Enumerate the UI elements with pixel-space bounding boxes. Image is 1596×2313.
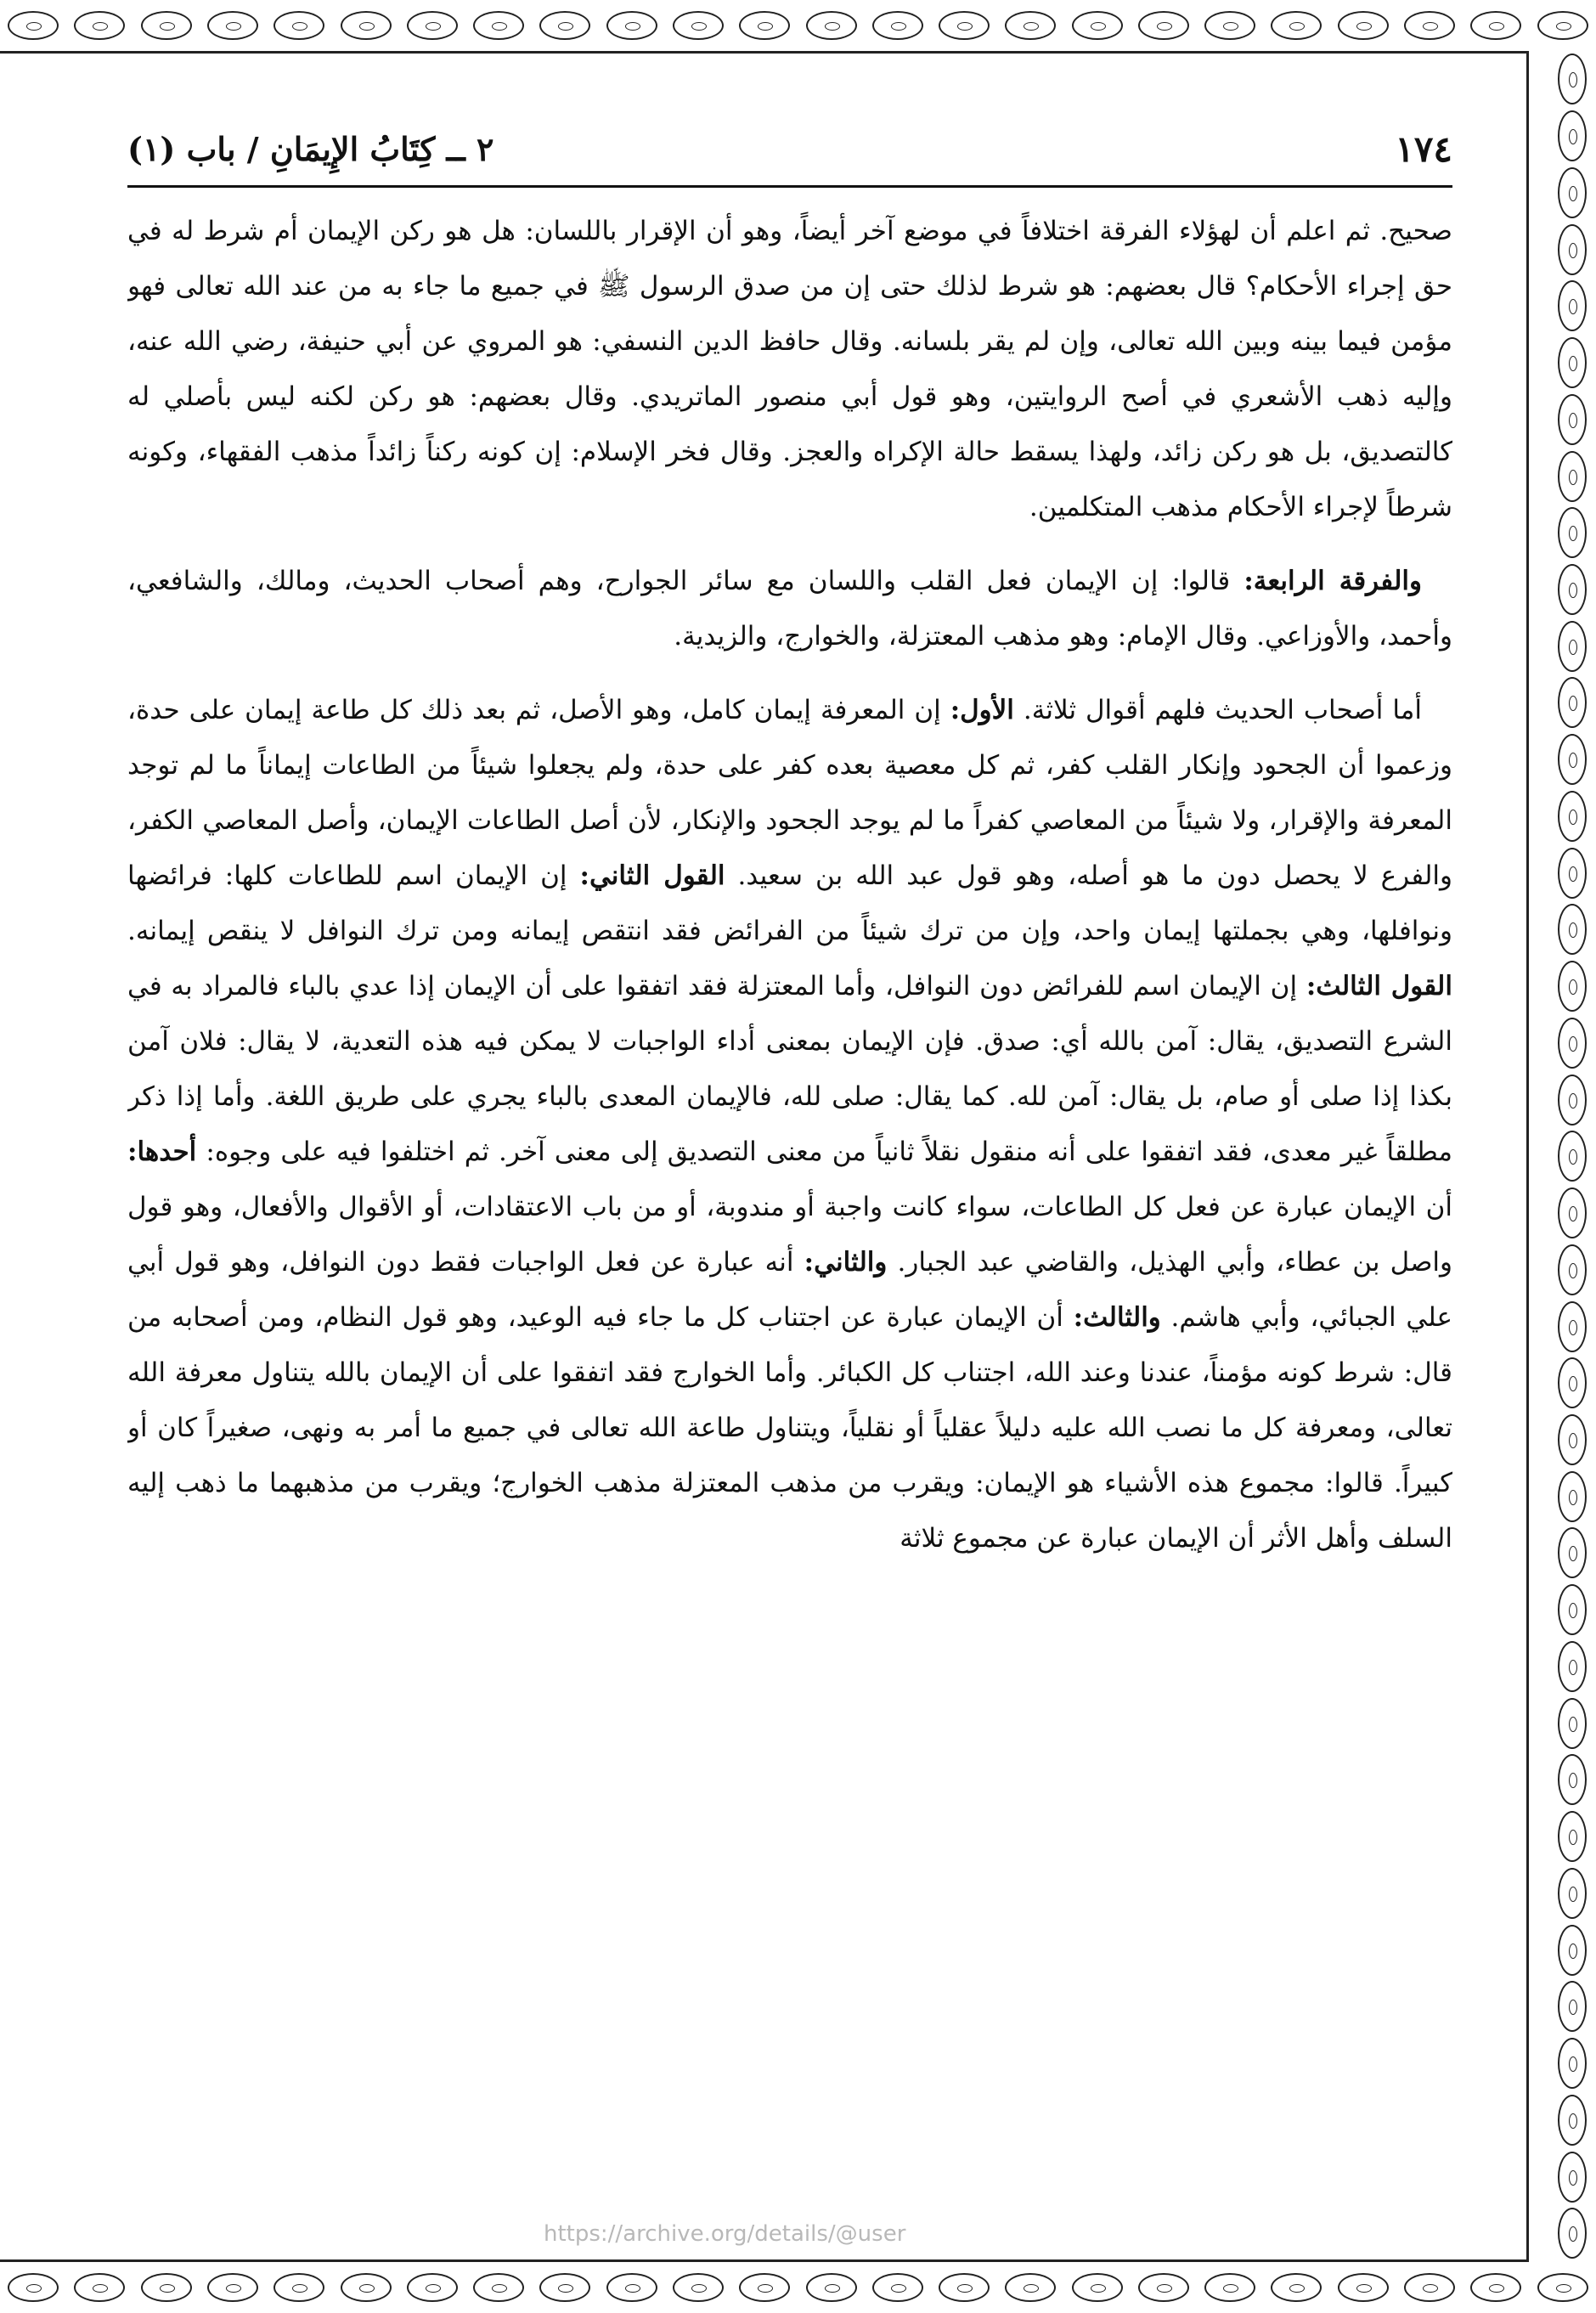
page-number: ١٧٤: [1395, 127, 1452, 170]
third-opinion-label: القول الثالث:: [1306, 971, 1452, 1001]
paragraph-2: والفرقة الرابعة: قالوا: إن الإيمان فعل القلب واللسان مع سائر الجوارح، وهم أصحاب الحديث، ومالك، والشافعي، وأحمد، والأوزاعي. وقال الإمام: وهو مذهب المعتزلة، والخوارج، والزيدية.: [127, 566, 1452, 652]
top-ornamental-border: [0, 0, 1596, 51]
source-watermark: https://archive.org/details/@user: [544, 2221, 906, 2247]
right-ornamental-border: [1548, 51, 1596, 2262]
bottom-ornamental-border: [0, 2262, 1596, 2313]
header-rule: [127, 185, 1452, 188]
page-header: [127, 119, 1452, 178]
running-head: ٢ ــ كِتَابُ الإِيمَانِ / باب (١): [127, 129, 494, 168]
first-opinion-label: الأول:: [950, 695, 1014, 725]
body-text: [127, 204, 1452, 2242]
paragraph-2-lead: والفرقة الرابعة:: [1244, 566, 1422, 596]
paragraph-3: أما أصحاب الحديث فلهم أقوال ثلاثة. الأول: إن المعرفة إيمان كامل، وهو الأصل، ثم بعد ذلك كل طاعة إيمان على حدة، وزعموا أن الجحود وإنكار القلب كفر، ثم كل معصية بعده كفر على حدة، ولم يجعلوا شيئاً من الطاعات إيماناً ما لم توجد المعرفة والإقرار، ولا شيئاً من المعاصي كفراً ما لم يوجد الجحود والإنكار، لأن أصل الطاعات الإيمان، وأصل المعاصي الكفر، والفرع لا يحصل دون ما هو أصله، وهو قول عبد الله بن سعيد. القول الثاني: إن الإيمان اسم للطاعات كلها: فرائضها ونوافلها، وهي بجملتها إيمان واحد، وإن من ترك شيئاً من الفرائض فقد انتقص إيمانه ومن ترك النوافل لا ينقص إيمانه. القول الثالث: إن الإيمان اسم للفرائض دون النوافل، وأما المعتزلة فقد اتفقوا على أن الإيمان إذا عدي بالباء فالمراد به في الشرع التصديق، يقال: آمن بالله أي: صدق. فإن الإيمان بمعنى أداء الواجبات لا يمكن فيه هذه التعدية، لا يقال: فلان آمن بكذا إذا صلى أو صام، بل يقال: آمن لله. كما يقال: صلى لله، فالإيمان المعدى بالباء يجري على طريق اللغة. وأما إذا ذكر مطلقاً غير معدى، فقد اتفقوا على أنه منقول نقلاً ثانياً من معنى التصديق إلى معنى آخر. ثم اختلفوا فيه على وجوه: أحدها: أن الإيمان عبارة عن فعل كل الطاعات، سواء كانت واجبة أو مندوبة، أو من باب الاعتقادات، أو الأقوال والأفعال، وهو قول واصل بن عطاء، وأبي الهذيل، والقاضي عبد الجبار. والثاني: أنه عبارة عن فعل الواجبات فقط دون النوافل، وهو قول أبي علي الجبائي، وأبي هاشم. والثالث: أن الإيمان عبارة عن اجتناب كل ما جاء فيه الوعيد، وهو قول النظام، ومن أصحابه من قال: شرط كونه مؤمناً، عندنا وعند الله، اجتناب كل الكبائر. وأما الخوارج فقد اتفقوا على أن الإيمان بالله يتناول معرفة الله تعالى، ومعرفة كل ما نصب الله عليه دليلاً عقلياً أو نقلياً، ويتناول طاعة الله تعالى في جميع ما أمر به ونهى، صغيراً كان أو كبيراً. قالوا: مجموع هذه الأشياء هو الإيمان: ويقرب من مذهب المعتزلة مذهب الخوارج؛ ويقرب من مذهبهما ما ذهب إليه السلف وأهل الأثر أن الإيمان عبارة عن مجموع ثلاثة: [127, 695, 1452, 1554]
view-one-label: أحدها:: [127, 1137, 197, 1167]
paragraph-1: صحيح. ثم اعلم أن لهؤلاء الفرقة اختلافاً في موضع آخر أيضاً، وهو أن الإقرار باللسان: هل هو ركن الإيمان أم شرط له في حق إجراء الأحكام؟ قال بعضهم: هو شرط لذلك حتى إن من صدق الرسول ﷺ في جميع ما جاء به من عند الله تعالى فهو مؤمن فيما بينه وبين الله تعالى، وإن لم يقر بلسانه. وقال حافظ الدين النسفي: هو المروي عن أبي حنيفة، رضي الله عنه، وإليه ذهب الأشعري في أصح الروايتين، وهو قول أبي منصور الماتريدي. وقال بعضهم: هو ركن لكنه ليس بأصلي له كالتصديق، بل هو ركن زائد، ولهذا يسقط حالة الإكراه والعجز. وقال فخر الإسلام: إن كونه ركناً زائداً مذهب الفقهاء، وكونه شرطاً لإجراء الأحكام مذهب المتكلمين.: [127, 216, 1452, 522]
view-three-label: والثالث:: [1073, 1302, 1161, 1333]
view-two-label: والثاني:: [804, 1247, 888, 1278]
second-opinion-label: القول الثاني:: [579, 860, 725, 891]
